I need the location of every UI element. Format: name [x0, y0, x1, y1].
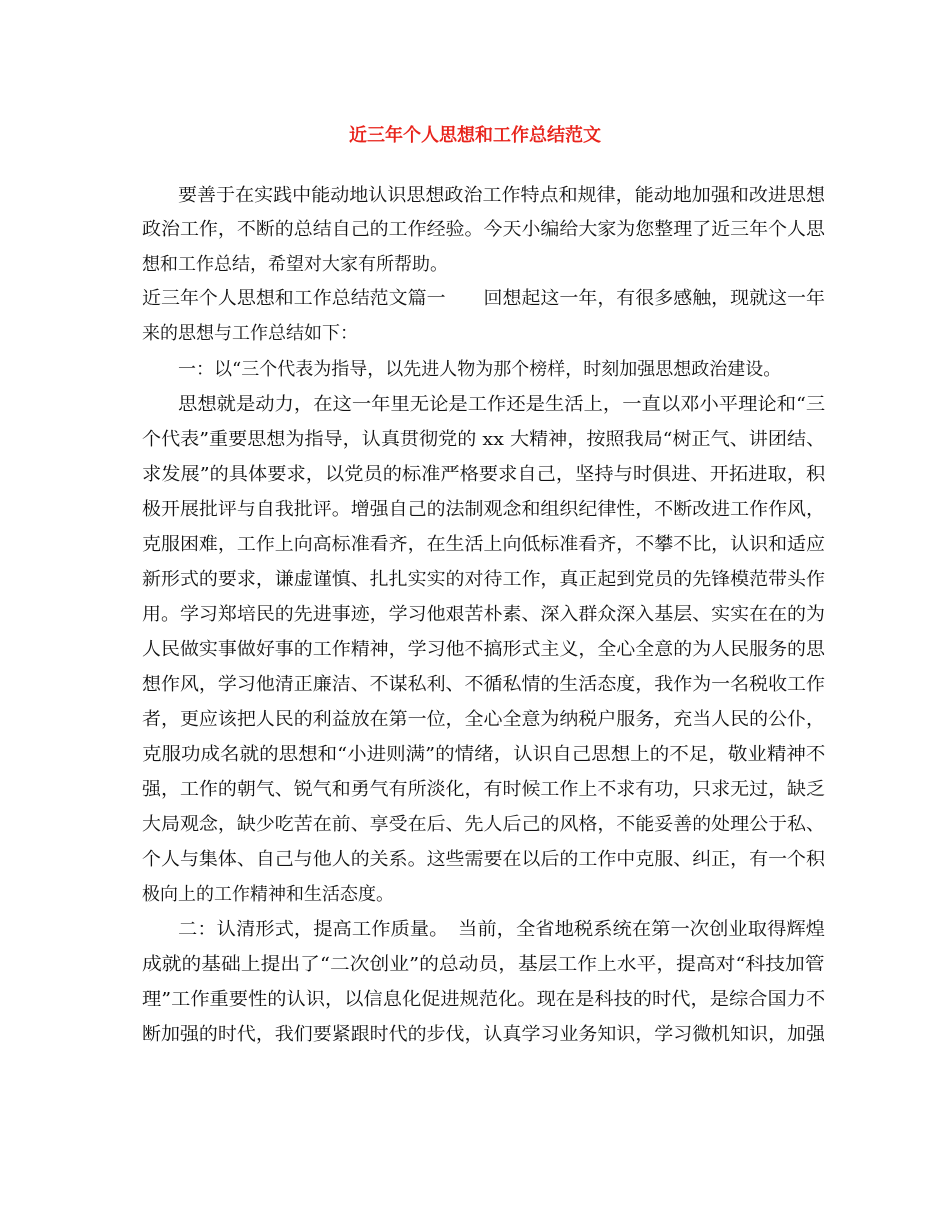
text-line: 个人与集体、自己与他人的关系。这些需要在以后的工作中克服、纠正，有一个积 — [142, 849, 825, 870]
text-line: 强，工作的朝气、锐气和勇气有所淡化，有时候工作上不求有功，只求无过，缺乏 — [142, 779, 825, 800]
text-line: 克服困难，工作上向高标准看齐，在生活上向低标准看齐，不攀不比，认识和适应 — [142, 534, 825, 555]
text-line: 者，更应该把人民的利益放在第一位，全心全意为纳税户服务，充当人民的公仆， — [142, 709, 825, 730]
text-line: 断加强的时代，我们要紧跟时代的步伐，认真学习业务知识，学习微机知识，加强 — [142, 1024, 825, 1045]
text-line: 求发展”的具体要求，以党员的标准严格要求自己，坚持与时俱进、开拓进取，积 — [142, 464, 826, 485]
text-line: 想和工作总结，希望对大家有所帮助。 — [142, 254, 448, 275]
text-line: 成就的基础上提出了“二次创业”的总动员，基层工作上水平，提高对“科技加管 — [142, 954, 825, 975]
text-line: 克服功成名就的思想和“小进则满”的情绪，认识自己思想上的不足，敬业精神不 — [142, 744, 826, 765]
text-line: 理”工作重要性的认识，以信息化促进规范化。现在是科技的时代，是综合国力不 — [142, 989, 826, 1010]
text-line: 二：认清形式，提高工作质量。 当前，全省地税系统在第一次创业取得辉煌 — [178, 919, 825, 940]
text-line: 一：以“三个代表为指导，以先进人物为那个榜样，时刻加强思想政治建设。 — [178, 359, 782, 380]
text-line: 个代表”重要思想为指导，认真贯彻党的 xx 大精神，按照我局“树正气、讲团结、 — [142, 429, 826, 450]
text-line: 来的思想与工作总结如下： — [142, 323, 358, 344]
text-line: 要善于在实践中能动地认识思想政治工作特点和规律，能动地加强和改进思想 — [178, 185, 825, 206]
text-line: 极向上的工作精神和生活态度。 — [142, 884, 394, 905]
text-line: 想作风，学习他清正廉洁、不谋私利、不循私情的生活态度，我作为一名税收工作 — [142, 674, 825, 695]
text-line: 思想就是动力，在这一年里无论是工作还是生活上，一直以邓小平理论和“三 — [178, 394, 826, 415]
text-line: 人民做实事做好事的工作精神，学习他不搞形式主义，全心全意的为人民服务的思 — [142, 639, 825, 660]
text-line: 新形式的要求，谦虚谨慎、扎扎实实的对待工作，真正起到党员的先锋模范带头作 — [142, 569, 825, 590]
text-line: 近三年个人思想和工作总结范文篇一 回想起这一年，有很多感触，现就这一年 — [142, 288, 825, 309]
text-line: 大局观念，缺少吃苦在前、享受在后、先人后己的风格，不能妥善的处理公于私、 — [142, 814, 825, 835]
text-line: 政治工作，不断的总结自己的工作经验。今天小编给大家为您整理了近三年个人思 — [142, 219, 825, 240]
text-line: 极开展批评与自我批评。增强自己的法制观念和组织纪律性，不断改进工作作风， — [142, 499, 825, 520]
document-title: 近三年个人思想和工作总结范文 — [349, 125, 601, 146]
text-line: 用。学习郑培民的先进事迹，学习他艰苦朴素、深入群众深入基层、实实在在的为 — [142, 604, 825, 625]
